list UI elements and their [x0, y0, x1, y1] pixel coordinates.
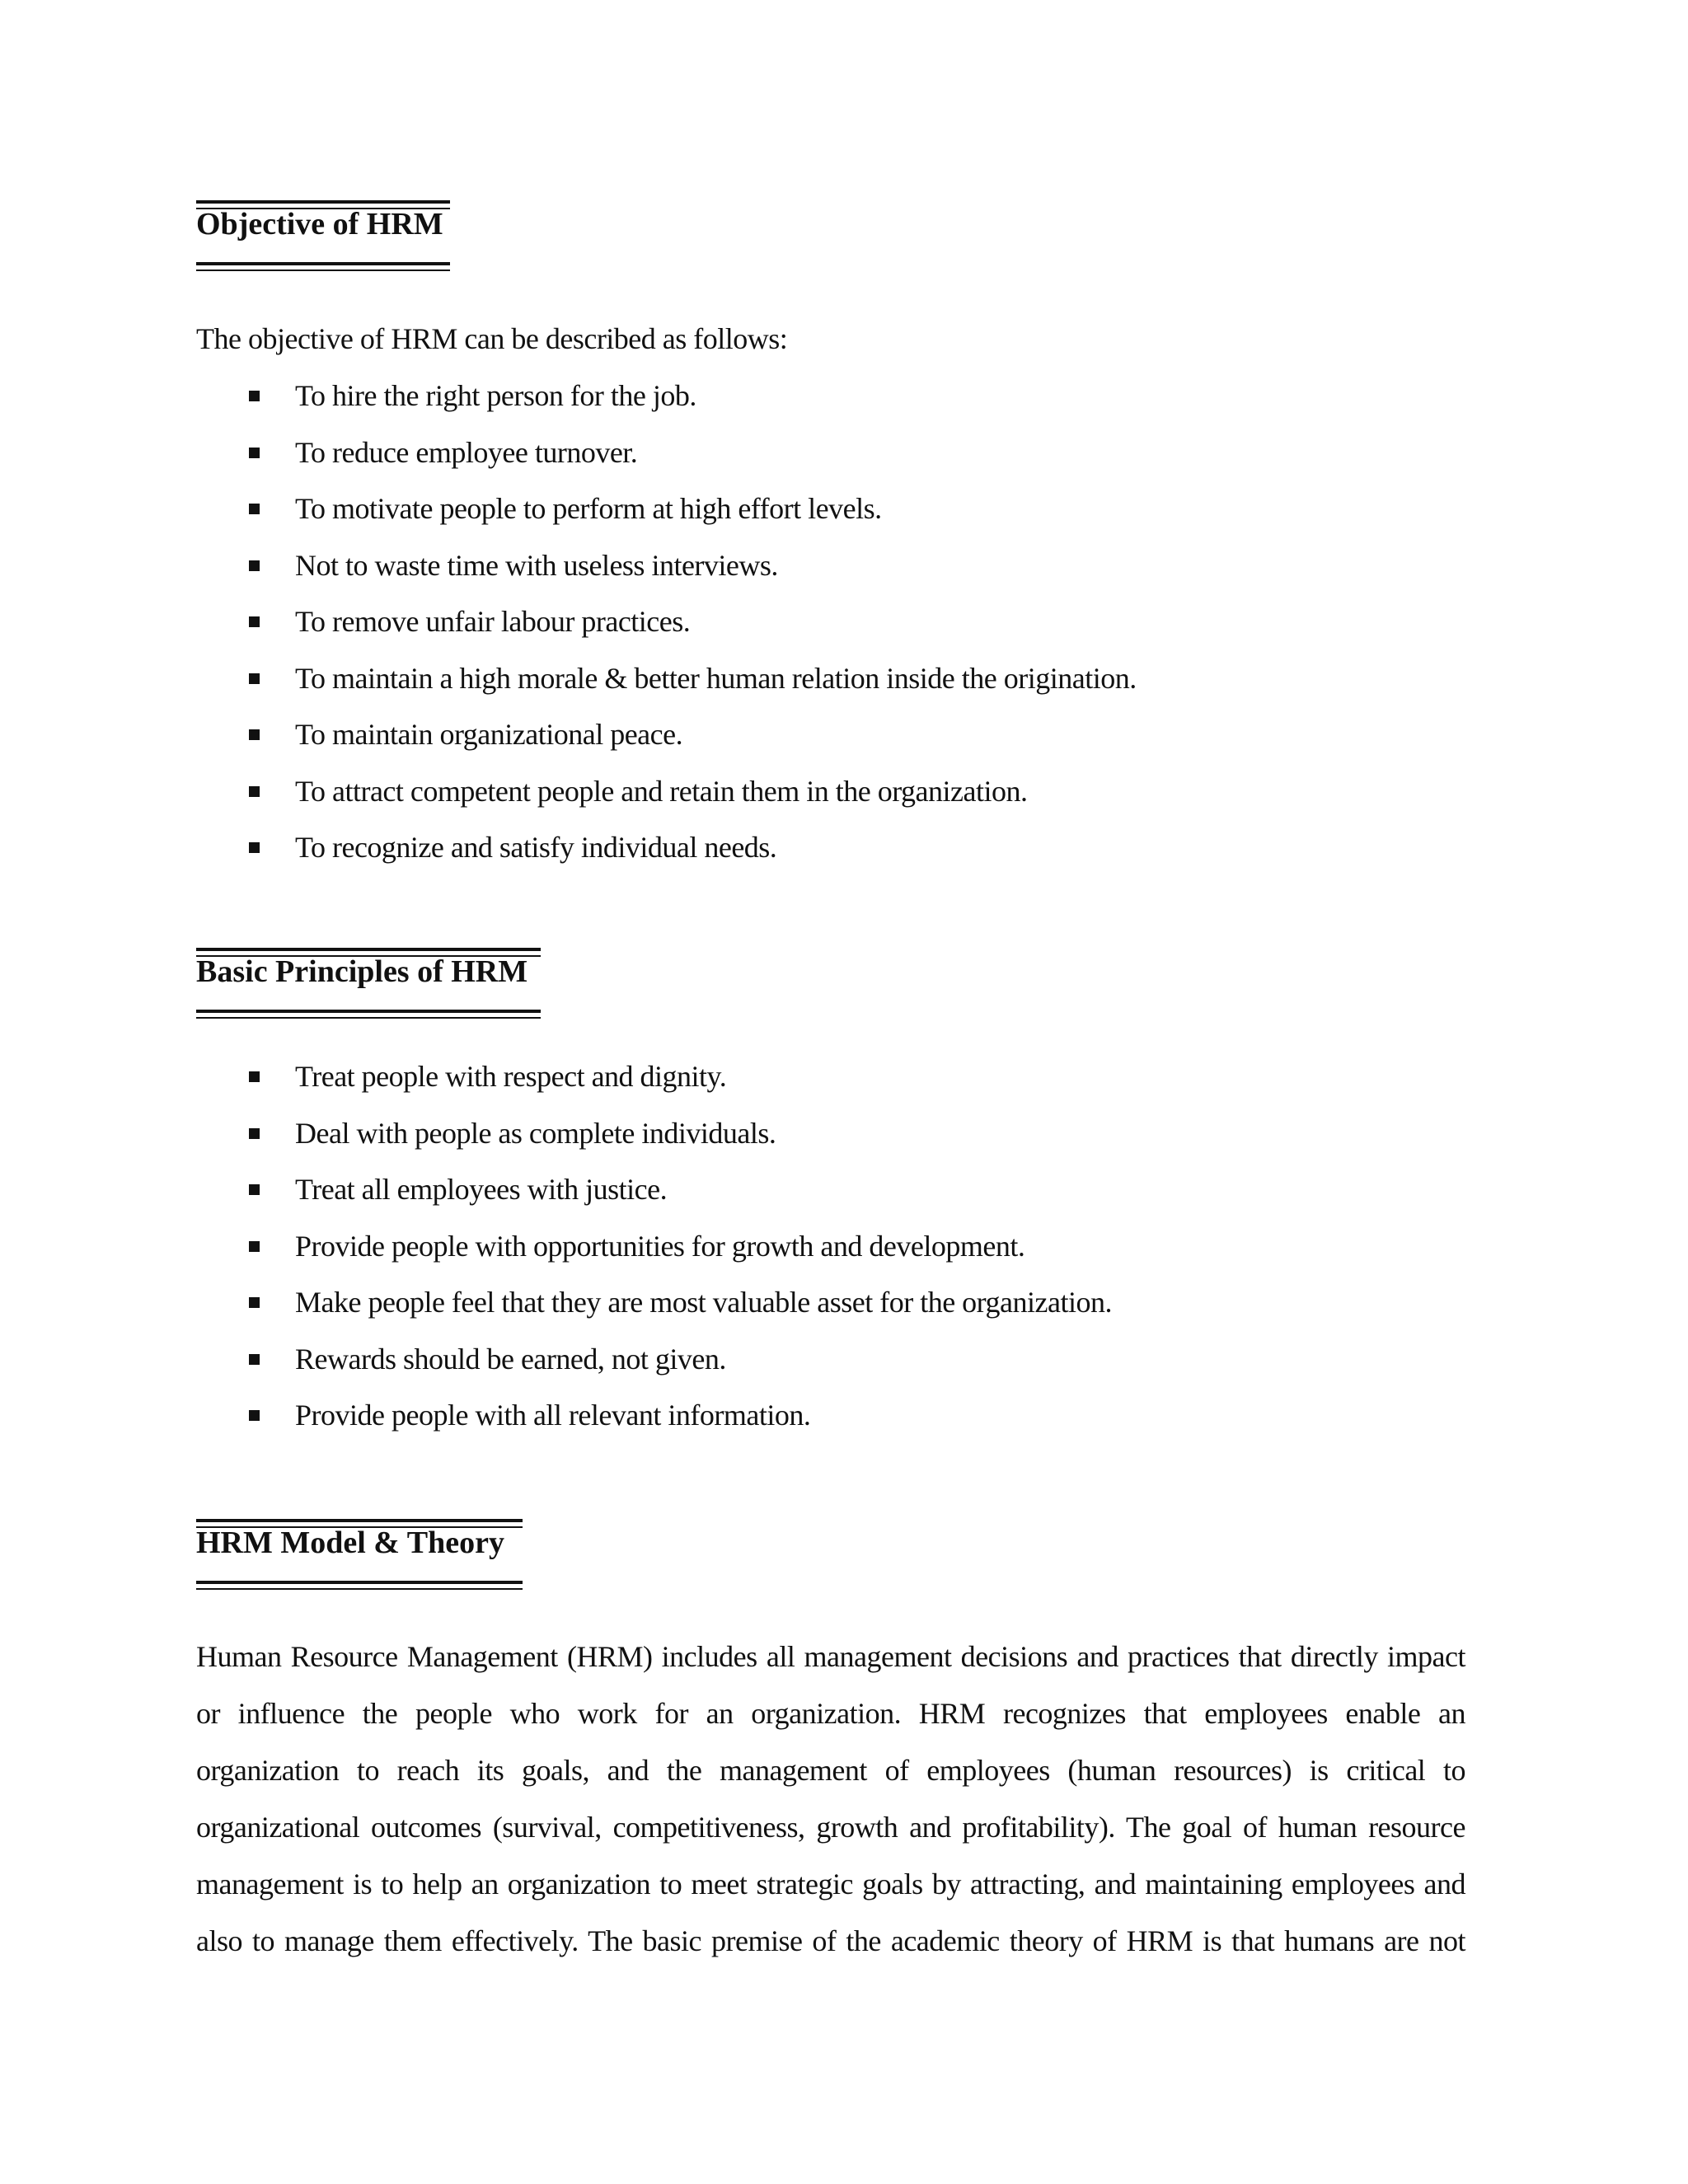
paragraph-line: Human Resource Management (HRM) includes all management decisions and practices that directly impact [196, 1640, 1465, 1673]
heading-rule-bottom [196, 1010, 541, 1019]
heading-rule-bottom [196, 262, 450, 271]
square-bullet-icon [249, 1410, 260, 1421]
square-bullet-icon [249, 673, 260, 684]
square-bullet-icon [249, 842, 260, 853]
square-bullet-icon [249, 1354, 260, 1365]
section-heading-model: HRM Model & Theory [196, 1526, 504, 1560]
square-bullet-icon [249, 1297, 260, 1308]
paragraph-line: organizational outcomes (survival, competitiveness, growth and profitability). The goal of human resource [196, 1811, 1465, 1844]
square-bullet-icon [249, 786, 260, 797]
square-bullet-icon [249, 560, 260, 571]
square-bullet-icon [249, 1184, 260, 1195]
square-bullet-icon [249, 1128, 260, 1139]
paragraph-line: also to manage them effectively. The basic premise of the academic theory of HRM is that humans are not [196, 1924, 1465, 1957]
square-bullet-icon [249, 1071, 260, 1082]
paragraph-line: organization to reach its goals, and the management of employees (human resources) is critical to [196, 1754, 1465, 1787]
square-bullet-icon [249, 504, 260, 514]
square-bullet-icon [249, 1241, 260, 1252]
section-heading-principles: Basic Principles of HRM [196, 954, 528, 989]
paragraph-line: or influence the people who work for an organization. HRM recognizes that employees enable an [196, 1697, 1465, 1730]
model-paragraph [196, 1629, 1465, 1970]
heading-rule-bottom [196, 1581, 523, 1590]
square-bullet-icon [249, 729, 260, 740]
square-bullet-icon [249, 616, 260, 627]
paragraph-line: management is to help an organization to meet strategic goals by attracting, and maintaining employees and [196, 1868, 1465, 1900]
document-page: Objective of HRM The objective of HRM can be described as follows: To hire the right person for the job. To reduce employee turnover. To motivate people to perform at high effort levels. Not to waste time with useless interviews. To remove unfair labour practices. To maintain a high morale & better human relation inside the origination. To maintain organizational peace. To attract competent people and retain them in the organization. To recognize and satisfy individual needs. Basic Principles of HRM Treat people with respect and dignity. Deal with people as complete individuals. Treat all employees with justice. Provide people with opportunities for growth and development. Make people feel that they are most valuable asset for the organization. Rewards should be earned, not given. Provide people with all relevant information. HRM Model & Theory Human Resource Management (HRM) includes all management decisions and practices that directly impact or influence the people who work for an organization. HRM recognizes that employees enable an organization to reach its goals, and the management of employees (human resources) is critical to organizational outcomes (survival, competitiveness, growth and profitability). The goal of human resource management is to help an organization to meet strategic goals by attracting, and maintaining employees and also to manage them effectively. The basic premise of the academic theory of HRM is that humans are not [0, 0, 1688, 2184]
section-heading-objective: Objective of HRM [196, 207, 443, 241]
square-bullet-icon [249, 448, 260, 458]
objective-intro: The objective of HRM can be described as follows: [196, 322, 788, 355]
square-bullet-icon [249, 391, 260, 401]
